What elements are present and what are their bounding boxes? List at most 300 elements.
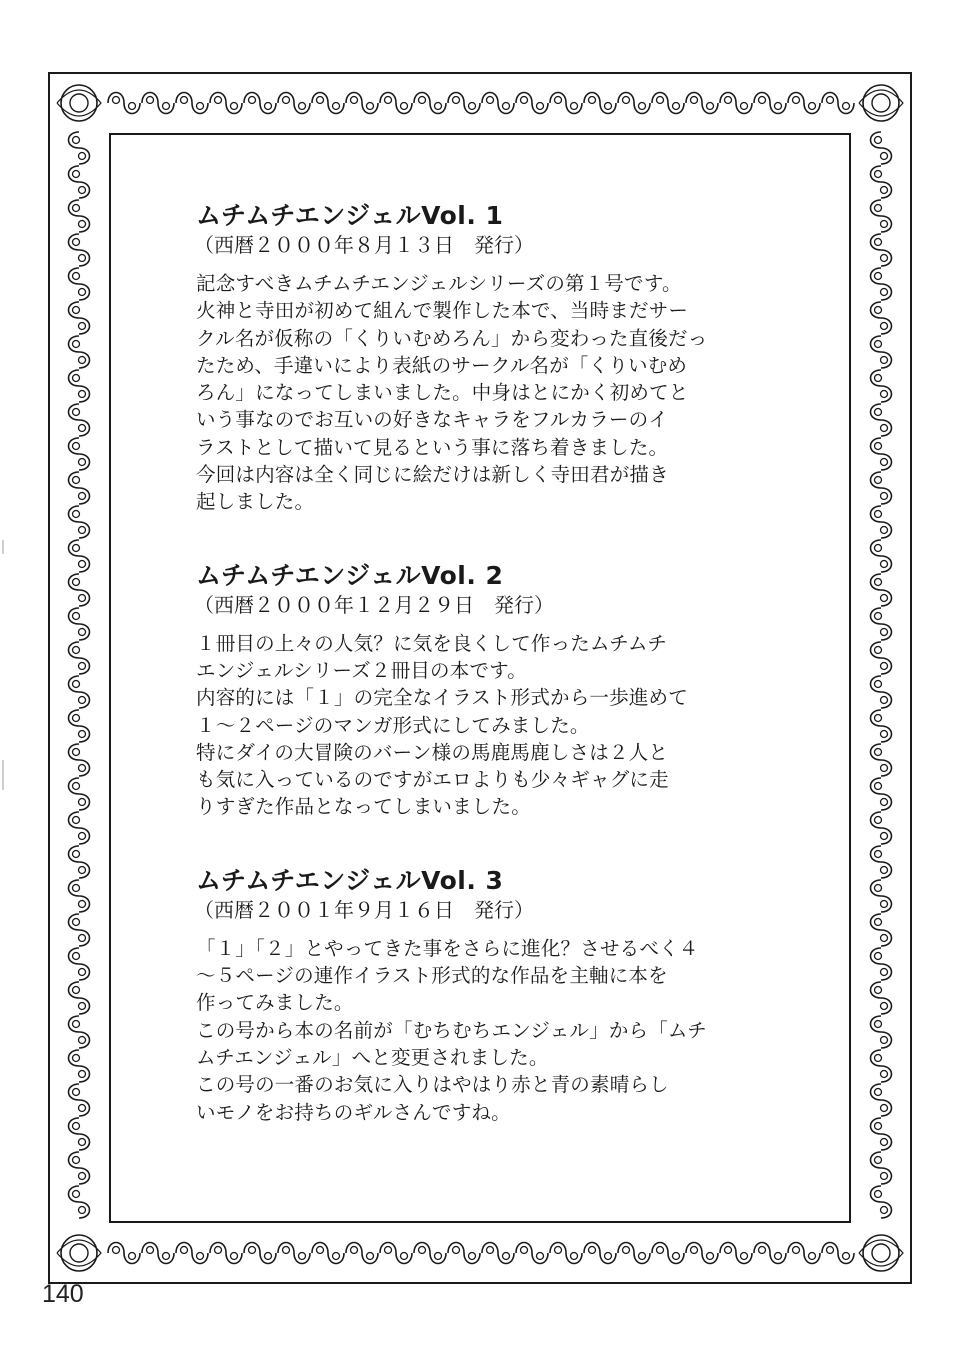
- scroll-ornament: [584, 1243, 616, 1264]
- section-title: ムチムチエンジェルVol. 3: [196, 865, 504, 895]
- scroll-ornament: [79, 595, 86, 602]
- scroll-ornament: [673, 1253, 680, 1260]
- scroll-ornament: [73, 307, 80, 314]
- scroll-ornament: [875, 1021, 882, 1028]
- scroll-ornament: [871, 914, 892, 946]
- scroll-ornament: [113, 1247, 120, 1254]
- scroll-ornament: [871, 812, 892, 844]
- scroll-ornament: [875, 1191, 882, 1198]
- scroll-ornament: [605, 1253, 612, 1260]
- scroll-ornament: [129, 103, 136, 110]
- scroll-ornament: [317, 1247, 324, 1254]
- section-body: [196, 630, 766, 821]
- scroll-ornament: [881, 867, 888, 874]
- scroll-ornament: [872, 94, 890, 112]
- scroll-ornament: [550, 93, 582, 114]
- scroll-ornament: [79, 697, 86, 704]
- scroll-ornament: [871, 880, 892, 912]
- scroll-ornament: [875, 681, 882, 688]
- scroll-ornament: [754, 1243, 786, 1264]
- scroll-ornament: [265, 1253, 272, 1260]
- scroll-ornament: [875, 1157, 882, 1164]
- scroll-ornament: [875, 783, 882, 790]
- scroll-ornament: [871, 200, 892, 232]
- scroll-ornament: [618, 1243, 650, 1264]
- scroll-ornament: [871, 540, 892, 572]
- scroll-ornament: [73, 783, 80, 790]
- scroll-ornament: [69, 1118, 90, 1150]
- scroll-ornament: [312, 1243, 344, 1264]
- scroll-ornament: [809, 1253, 816, 1260]
- scroll-ornament: [79, 1139, 86, 1146]
- scroll-ornament: [69, 778, 90, 810]
- scan-artifact: [2, 540, 4, 554]
- scroll-ornament: [215, 1247, 222, 1254]
- scroll-ornament: [142, 1243, 174, 1264]
- scroll-ornament: [69, 846, 90, 878]
- scroll-ornament: [317, 97, 324, 104]
- scroll-ornament: [487, 97, 494, 104]
- scroll-ornament: [881, 969, 888, 976]
- scroll-ornament: [605, 103, 612, 110]
- scroll-ornament: [555, 97, 562, 104]
- scroll-ornament: [69, 574, 90, 606]
- scroll-ornament: [278, 1243, 310, 1264]
- scroll-ornament: [401, 103, 408, 110]
- scroll-ornament: [875, 375, 882, 382]
- scroll-ornament: [73, 613, 80, 620]
- body-line: 「１」「２」とやってきた事をさらに進化？させるべく４: [196, 936, 699, 960]
- scroll-ornament: [875, 919, 882, 926]
- scroll-ornament: [822, 1243, 854, 1264]
- body-line: 作ってみました。: [196, 991, 354, 1015]
- scroll-ornament: [881, 765, 888, 772]
- scroll-ornament: [73, 579, 80, 586]
- scroll-ornament: [79, 765, 86, 772]
- scroll-ornament: [163, 103, 170, 110]
- scroll-ornament: [673, 103, 680, 110]
- section-vol-1: [196, 200, 766, 516]
- scroll-ornament: [875, 647, 882, 654]
- scroll-ornament: [79, 731, 86, 738]
- scroll-ornament: [881, 833, 888, 840]
- scroll-ornament: [73, 647, 80, 654]
- scroll-ornament: [725, 1247, 732, 1254]
- scroll-ornament: [414, 93, 446, 114]
- scroll-ornament: [881, 935, 888, 942]
- scroll-ornament: [351, 1247, 358, 1254]
- scroll-ornament: [503, 103, 510, 110]
- scroll-ornament: [79, 1003, 86, 1010]
- section-body: [196, 935, 766, 1126]
- scroll-ornament: [69, 200, 90, 232]
- scroll-ornament: [487, 1247, 494, 1254]
- scroll-ornament: [73, 375, 80, 382]
- scroll-ornament: [881, 731, 888, 738]
- scroll-ornament: [775, 103, 782, 110]
- scroll-ornament: [283, 1247, 290, 1254]
- scroll-ornament: [181, 97, 188, 104]
- scroll-ornament: [73, 715, 80, 722]
- scroll-ornament: [69, 880, 90, 912]
- scroll-ornament: [176, 1243, 208, 1264]
- scroll-ornament: [871, 642, 892, 674]
- scroll-ornament: [73, 239, 80, 246]
- scroll-ornament: [215, 97, 222, 104]
- scroll-ornament: [244, 1243, 276, 1264]
- scroll-ornament: [453, 97, 460, 104]
- scroll-ornament: [881, 323, 888, 330]
- body-line: りすぎた作品となってしまいました。: [196, 795, 531, 819]
- body-line: いう事なのでお互いの好きなキャラをフルカラーのイ: [196, 408, 669, 432]
- scroll-ornament: [73, 341, 80, 348]
- scroll-ornament: [69, 1186, 90, 1218]
- scroll-ornament: [827, 1247, 834, 1254]
- scroll-ornament: [843, 1253, 850, 1260]
- scroll-ornament: [79, 527, 86, 534]
- scroll-ornament: [516, 93, 548, 114]
- scroll-ornament: [482, 93, 514, 114]
- scroll-ornament: [73, 1191, 80, 1198]
- scroll-ornament: [73, 1055, 80, 1062]
- scroll-ornament: [346, 1243, 378, 1264]
- publication-date: （西暦２０００年１２月２９日 発行）: [194, 592, 554, 617]
- scroll-ornament: [871, 608, 892, 640]
- page-content: [196, 200, 766, 1170]
- body-line: 内容的には「１」の完全なイラスト形式から一歩進めて: [196, 686, 688, 710]
- scroll-ornament: [482, 1243, 514, 1264]
- scroll-ornament: [380, 93, 412, 114]
- scroll-ornament: [142, 93, 174, 114]
- scroll-ornament: [79, 969, 86, 976]
- scroll-ornament: [881, 1139, 888, 1146]
- scroll-ornament: [283, 97, 290, 104]
- body-line: クル名が仮称の「くりいむめろん」から変わった直後だっ: [196, 326, 708, 350]
- body-line: 特にダイの大冒険のバーン様の馬鹿馬鹿しさは２人と: [196, 740, 669, 764]
- scroll-ornament: [788, 1243, 820, 1264]
- scroll-ornament: [623, 1247, 630, 1254]
- scroll-ornament: [69, 812, 90, 844]
- scroll-ornament: [231, 1253, 238, 1260]
- scroll-ornament: [69, 608, 90, 640]
- scroll-ornament: [79, 935, 86, 942]
- scroll-ornament: [881, 1003, 888, 1010]
- scroll-ornament: [875, 613, 882, 620]
- scroll-ornament: [639, 1253, 646, 1260]
- scroll-ornament: [79, 459, 86, 466]
- scroll-ornament: [875, 1123, 882, 1130]
- body-line: 今回は内容は全く同じに絵だけは新しく寺田君が描き: [196, 463, 669, 487]
- scroll-ornament: [299, 103, 306, 110]
- scroll-ornament: [881, 561, 888, 568]
- scroll-ornament: [871, 1118, 892, 1150]
- scroll-ornament: [73, 817, 80, 824]
- scroll-ornament: [414, 1243, 446, 1264]
- scroll-ornament: [108, 1243, 140, 1264]
- scroll-ornament: [521, 97, 528, 104]
- scroll-ornament: [265, 103, 272, 110]
- scroll-ornament: [278, 93, 310, 114]
- scroll-ornament: [571, 1253, 578, 1260]
- body-line: いモノをお持ちのギルさんですね。: [196, 1100, 511, 1124]
- scroll-ornament: [652, 1243, 684, 1264]
- scroll-ornament: [881, 901, 888, 908]
- scroll-ornament: [881, 493, 888, 500]
- scroll-ornament: [881, 1207, 888, 1214]
- scroll-ornament: [875, 579, 882, 586]
- scroll-ornament: [871, 268, 892, 300]
- scroll-ornament: [435, 103, 442, 110]
- scroll-ornament: [73, 1089, 80, 1096]
- scroll-ornament: [79, 1037, 86, 1044]
- scroll-ornament: [871, 506, 892, 538]
- scroll-ornament: [759, 1247, 766, 1254]
- scroll-ornament: [875, 953, 882, 960]
- scroll-ornament: [73, 443, 80, 450]
- scroll-ornament: [881, 289, 888, 296]
- scroll-ornament: [881, 663, 888, 670]
- scroll-ornament: [881, 255, 888, 262]
- scroll-ornament: [79, 493, 86, 500]
- scroll-ornament: [537, 103, 544, 110]
- scroll-ornament: [881, 391, 888, 398]
- scroll-ornament: [516, 1243, 548, 1264]
- scroll-ornament: [69, 914, 90, 946]
- scroll-ornament: [872, 1244, 890, 1262]
- scroll-ornament: [881, 629, 888, 636]
- scroll-ornament: [871, 1016, 892, 1048]
- scroll-ornament: [299, 1253, 306, 1260]
- scroll-ornament: [881, 221, 888, 228]
- scroll-ornament: [639, 103, 646, 110]
- scroll-ornament: [73, 885, 80, 892]
- scroll-ornament: [73, 477, 80, 484]
- scroll-ornament: [79, 629, 86, 636]
- scroll-ornament: [875, 341, 882, 348]
- scroll-ornament: [147, 1247, 154, 1254]
- scroll-ornament: [197, 1253, 204, 1260]
- scroll-ornament: [871, 472, 892, 504]
- scroll-ornament: [69, 370, 90, 402]
- scroll-ornament: [691, 1247, 698, 1254]
- scroll-ornament: [881, 153, 888, 160]
- scroll-ornament: [231, 103, 238, 110]
- scroll-ornament: [871, 336, 892, 368]
- scroll-ornament: [741, 1253, 748, 1260]
- scroll-ornament: [249, 1247, 256, 1254]
- scroll-ornament: [871, 1084, 892, 1116]
- scroll-ornament: [881, 187, 888, 194]
- scroll-ornament: [871, 846, 892, 878]
- scroll-ornament: [871, 1186, 892, 1218]
- scroll-ornament: [249, 97, 256, 104]
- scroll-ornament: [380, 1243, 412, 1264]
- scroll-ornament: [69, 948, 90, 980]
- scroll-ornament: [871, 676, 892, 708]
- scroll-ornament: [871, 948, 892, 980]
- scroll-ornament: [871, 744, 892, 776]
- section-vol-2: [196, 560, 766, 821]
- scroll-ornament: [210, 93, 242, 114]
- scroll-ornament: [537, 1253, 544, 1260]
- scroll-ornament: [875, 885, 882, 892]
- scroll-ornament: [871, 710, 892, 742]
- body-line: この号から本の名前が「むちむちエンジェル」から「ムチ: [196, 1018, 707, 1042]
- scroll-ornament: [79, 221, 86, 228]
- body-line: も気に入っているのですがエロよりも少々ギャグに走: [196, 768, 669, 792]
- scroll-ornament: [822, 93, 854, 114]
- scroll-ornament: [871, 234, 892, 266]
- scroll-ornament: [881, 697, 888, 704]
- scroll-ornament: [754, 93, 786, 114]
- scroll-ornament: [453, 1247, 460, 1254]
- body-line: 火神と寺田が初めて組んで製作した本で、当時まだサー: [196, 299, 689, 323]
- scroll-ornament: [881, 799, 888, 806]
- scroll-ornament: [725, 97, 732, 104]
- scroll-ornament: [720, 93, 752, 114]
- scroll-ornament: [333, 1253, 340, 1260]
- scroll-ornament: [69, 1050, 90, 1082]
- scroll-ornament: [79, 901, 86, 908]
- scroll-ornament: [521, 1247, 528, 1254]
- scroll-ornament: [871, 132, 892, 164]
- scroll-ornament: [571, 103, 578, 110]
- scroll-ornament: [419, 97, 426, 104]
- scroll-ornament: [176, 93, 208, 114]
- scroll-ornament: [69, 540, 90, 572]
- body-line: 起しました。: [196, 490, 315, 514]
- scroll-ornament: [79, 1071, 86, 1078]
- scroll-ornament: [827, 97, 834, 104]
- scroll-ornament: [197, 103, 204, 110]
- scroll-ornament: [793, 1247, 800, 1254]
- scroll-ornament: [875, 409, 882, 416]
- scroll-ornament: [871, 166, 892, 198]
- scroll-ornament: [70, 1244, 88, 1262]
- scroll-ornament: [79, 187, 86, 194]
- scroll-ornament: [550, 1243, 582, 1264]
- scroll-ornament: [69, 1084, 90, 1116]
- scroll-ornament: [69, 166, 90, 198]
- publication-date: （西暦２０００年８月１３日 発行）: [194, 233, 534, 257]
- scroll-ornament: [108, 93, 140, 114]
- scroll-ornament: [875, 817, 882, 824]
- scroll-ornament: [875, 851, 882, 858]
- scroll-ornament: [73, 545, 80, 552]
- scroll-ornament: [79, 357, 86, 364]
- scroll-ornament: [79, 153, 86, 160]
- scroll-ornament: [875, 443, 882, 450]
- scroll-ornament: [871, 438, 892, 470]
- scroll-ornament: [788, 93, 820, 114]
- scroll-ornament: [73, 273, 80, 280]
- scroll-ornament: [871, 574, 892, 606]
- page-number: 140: [42, 1280, 84, 1308]
- scroll-ornament: [623, 97, 630, 104]
- scroll-ornament: [79, 391, 86, 398]
- scan-artifact: [2, 760, 4, 790]
- scroll-ornament: [73, 1021, 80, 1028]
- scroll-ornament: [79, 255, 86, 262]
- scroll-ornament: [69, 1016, 90, 1048]
- scroll-ornament: [469, 1253, 476, 1260]
- scroll-ornament: [79, 867, 86, 874]
- section-title: ムチムチエンジェルVol. 1: [196, 201, 504, 230]
- scroll-ornament: [385, 1247, 392, 1254]
- scroll-ornament: [741, 103, 748, 110]
- section-body: [196, 270, 766, 516]
- scroll-ornament: [875, 987, 882, 994]
- scroll-ornament: [79, 833, 86, 840]
- scroll-ornament: [73, 137, 80, 144]
- scroll-ornament: [871, 370, 892, 402]
- scroll-ornament: [312, 93, 344, 114]
- scroll-ornament: [73, 409, 80, 416]
- scroll-ornament: [793, 97, 800, 104]
- scroll-ornament: [385, 97, 392, 104]
- scroll-ornament: [657, 97, 664, 104]
- scroll-ornament: [875, 1055, 882, 1062]
- scroll-ornament: [809, 103, 816, 110]
- scroll-ornament: [691, 97, 698, 104]
- scroll-ornament: [129, 1253, 136, 1260]
- scroll-ornament: [875, 273, 882, 280]
- scroll-ornament: [73, 851, 80, 858]
- scroll-ornament: [69, 710, 90, 742]
- scroll-ornament: [73, 1157, 80, 1164]
- scroll-ornament: [881, 425, 888, 432]
- publication-date: （西暦２００１年９月１６日 発行）: [194, 897, 534, 922]
- scroll-ornament: [875, 137, 882, 144]
- scroll-ornament: [70, 94, 88, 112]
- scroll-ornament: [881, 1037, 888, 1044]
- scroll-ornament: [881, 459, 888, 466]
- scroll-ornament: [69, 676, 90, 708]
- scroll-ornament: [555, 1247, 562, 1254]
- scroll-ornament: [73, 919, 80, 926]
- scroll-ornament: [881, 357, 888, 364]
- scroll-ornament: [686, 93, 718, 114]
- body-line: この号の一番のお気に入りはやはり赤と青の素晴らし: [196, 1073, 669, 1097]
- scroll-ornament: [333, 103, 340, 110]
- scroll-ornament: [163, 1253, 170, 1260]
- section-title: ムチムチエンジェルVol. 2: [196, 560, 504, 590]
- scroll-ornament: [871, 1050, 892, 1082]
- scroll-ornament: [881, 527, 888, 534]
- scroll-ornament: [843, 103, 850, 110]
- scroll-ornament: [875, 239, 882, 246]
- scroll-ornament: [871, 778, 892, 810]
- scroll-ornament: [881, 1105, 888, 1112]
- scroll-ornament: [871, 404, 892, 436]
- scroll-ornament: [69, 744, 90, 776]
- scroll-ornament: [657, 1247, 664, 1254]
- body-line: たため、手違いにより表紙のサークル名が「くりいむめ: [196, 353, 688, 377]
- scroll-ornament: [69, 438, 90, 470]
- scroll-ornament: [69, 982, 90, 1014]
- scroll-ornament: [79, 663, 86, 670]
- scroll-ornament: [73, 953, 80, 960]
- scroll-ornament: [881, 1173, 888, 1180]
- scroll-ornament: [881, 595, 888, 602]
- scroll-ornament: [69, 506, 90, 538]
- scroll-ornament: [871, 302, 892, 334]
- scroll-ornament: [448, 1243, 480, 1264]
- scroll-ornament: [875, 477, 882, 484]
- scroll-ornament: [69, 268, 90, 300]
- scroll-ornament: [69, 472, 90, 504]
- body-line: ろん」になってしまいました。中身はとにかく初めてと: [196, 381, 689, 405]
